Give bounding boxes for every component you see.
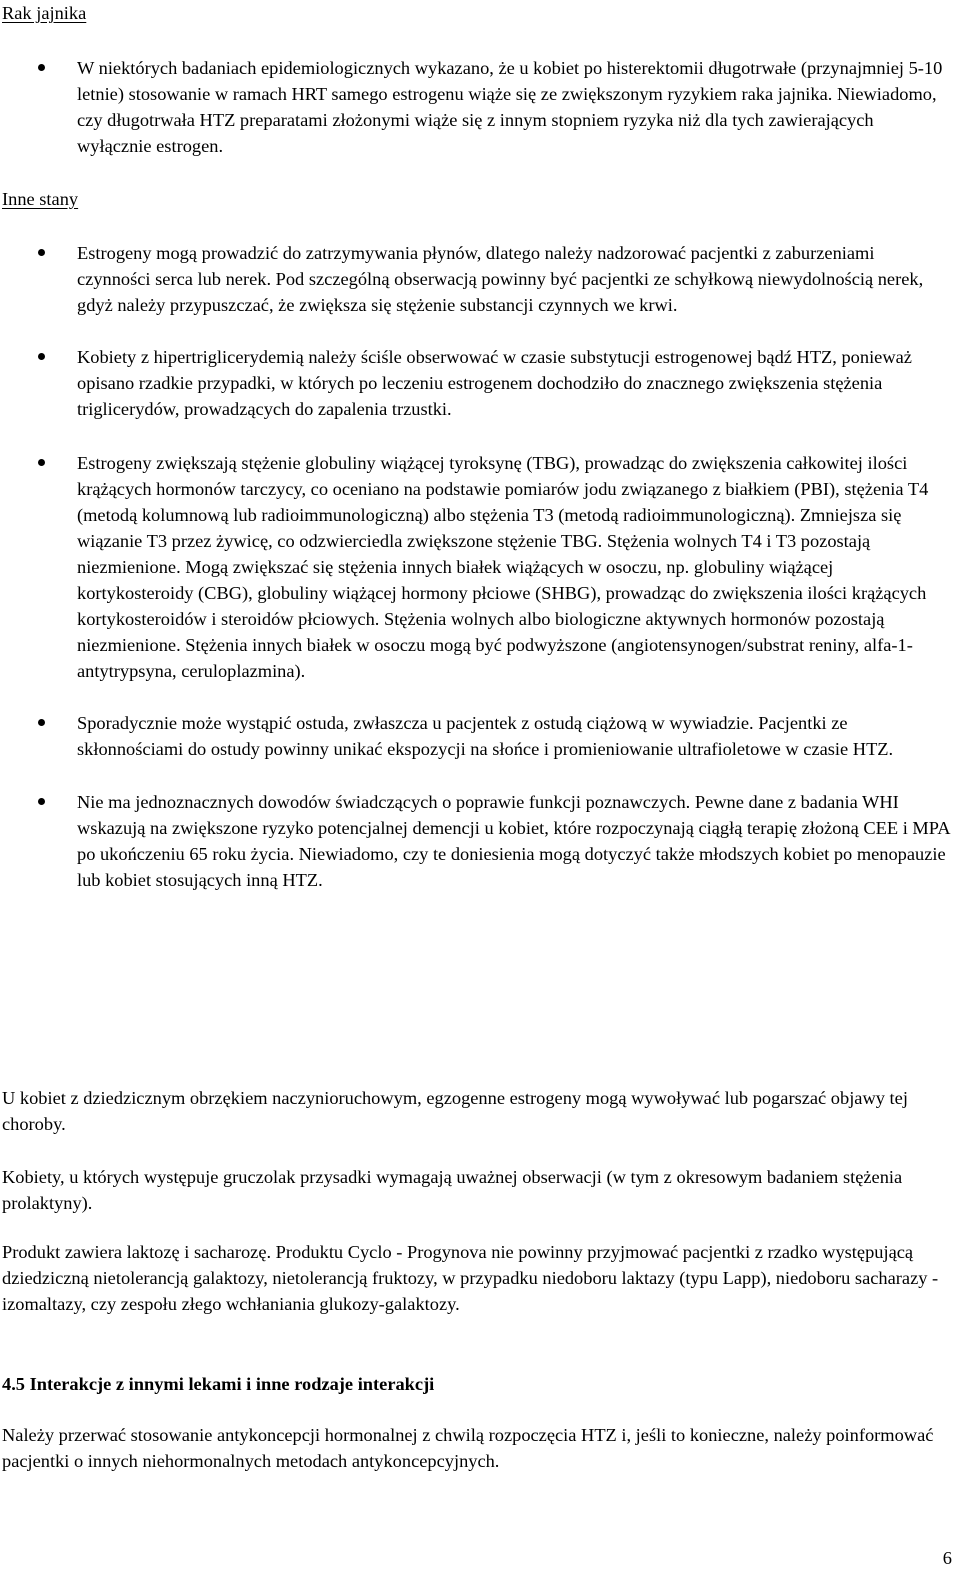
section-heading-interactions: 4.5 Interakcje z innymi lekami i inne rodzaje interakcji <box>2 1374 435 1394</box>
list-item-text: Estrogeny zwiększają stężenie globuliny wiążącej tyroksynę (TBG), prowadząc do zwiększenia całkowitej ilości krążących hormonów tarczycy, co oceniano na podstawie pomiarów jodu związanego z białkiem (PBI), stężenia T4 (metodą kolumnową lub radioimmunologiczną) albo stężenia T3 (metodą radioimmunologiczną). Zmniejsza się wiązanie T3 przez żywicę, co odzwierciedla zwiększone stężenie TBG. Stężenia wolnych T4 i T3 pozostają niezmienione. Mogą zwiększać się stężenia innych białek wiążących w osoczu, np. globuliny wiążącej kortykosteroidy (CBG), globuliny wiążącej hormony płciowe (SHBG), prowadząc do zwiększenia ilości krążących kortykosteroidów i steroidów płciowych. Stężenia wolnych albo biologiczne aktywnych hormonów pozostają niezmienione. Stężenia innych białek w osoczu mogą być podwyższone (angiotensynogen/substrat reniny, alfa-1-antytrypsyna, ceruloplazmina). <box>77 453 929 681</box>
list-item <box>0 55 960 159</box>
bullet-icon <box>38 719 45 726</box>
paragraph-angioedema: U kobiet z dziedzicznym obrzękiem naczynioruchowym, egzogenne estrogeny mogą wywoływać lub pogarszać objawy tej choroby. <box>2 1088 908 1134</box>
list-item-text: Kobiety z hipertriglicerydemią należy ściśle obserwować w czasie substytucji estrogenowej bądź HTZ, ponieważ opisano rzadkie przypadki, w których po leczeniu estrogenem dochodziło do znacznego zwiększenia stężenia triglicerydów, prowadzących do zapalenia trzustki. <box>77 347 912 419</box>
ovarian-bullet-list <box>0 55 960 159</box>
bullet-icon <box>38 249 45 256</box>
list-item <box>0 450 960 684</box>
paragraph-pituitary: Kobiety, u których występuje gruczolak przysadki wymagają uważnej obserwacji (w tym z okresowym badaniem stężenia prolaktyny). <box>2 1167 903 1213</box>
bullet-icon <box>38 459 45 466</box>
heading-other-conditions: Inne stany <box>2 189 79 209</box>
list-item-text: Sporadycznie może wystąpić ostuda, zwłaszcza u pacjentek z ostudą ciążową w wywiadzie. Pacjentki ze skłonnościami do ostudy powinny unikać ekspozycji na słońce i promieniowanie ultrafioletowe w czasie HTZ. <box>77 713 894 759</box>
list-item <box>0 710 960 762</box>
paragraph-interactions: Należy przerwać stosowanie antykoncepcji hormonalnej z chwilą rozpoczęcia HTZ i, jeśli to konieczne, należy poinformować pacjentki o innych niehormonalnych metodach antykoncepcyjnych. <box>2 1425 934 1471</box>
list-item <box>0 240 960 318</box>
list-item-text: Estrogeny mogą prowadzić do zatrzymywania płynów, dlatego należy nadzorować pacjentki z zaburzeniami czynności serca lub nerek. Pod szczególną obserwacją powinny być pacjentki ze schyłkową niewydolnością nerek, gdyż należy przypuszczać, że zwiększa się stężenie substancji czynnych we krwi. <box>77 243 924 315</box>
bullet-icon <box>38 64 45 71</box>
list-item <box>0 344 960 422</box>
other-bullet-list <box>0 240 960 893</box>
bullet-icon <box>38 798 45 805</box>
bullet-icon <box>38 353 45 360</box>
paragraph-lactose: Produkt zawiera laktozę i sacharozę. Produktu Cyclo - Progynova nie powinny przyjmować pacjentki z rzadko występującą dziedziczną nietolerancją galaktozy, nietolerancją fruktozy, w przypadku niedoboru laktazy (typu Lapp), niedoboru sacharazy - izomaltazy, czy zespołu złego wchłaniania glukozy-galaktozy. <box>2 1242 939 1314</box>
page-number: 6 <box>942 1548 952 1568</box>
heading-ovarian-cancer: Rak jajnika <box>2 3 87 23</box>
list-item-text: W niektórych badaniach epidemiologicznych wykazano, że u kobiet po histerektomii długotrwałe (przynajmniej 5-10 letnie) stosowanie w ramach HRT samego estrogenu wiąże się ze zwiększonym ryzykiem raka jajnika. Niewiadomo, czy długotrwała HTZ preparatami złożonymi wiąże się z innym stopniem ryzyka niż dla tych zawierających wyłącznie estrogen. <box>77 58 943 156</box>
list-item-text: Nie ma jednoznacznych dowodów świadczących o poprawie funkcji poznawczych. Pewne dane z badania WHI wskazują na zwiększone ryzyko potencjalnej demencji u kobiet, które rozpoczynają ciągłą terapię złożoną CEE i MPA po ukończeniu 65 roku życia. Niewiadomo, czy te doniesienia mogą dotyczyć także młodszych kobiet po menopauzie lub kobiet stosujących inną HTZ. <box>77 792 950 890</box>
list-item <box>0 789 960 893</box>
